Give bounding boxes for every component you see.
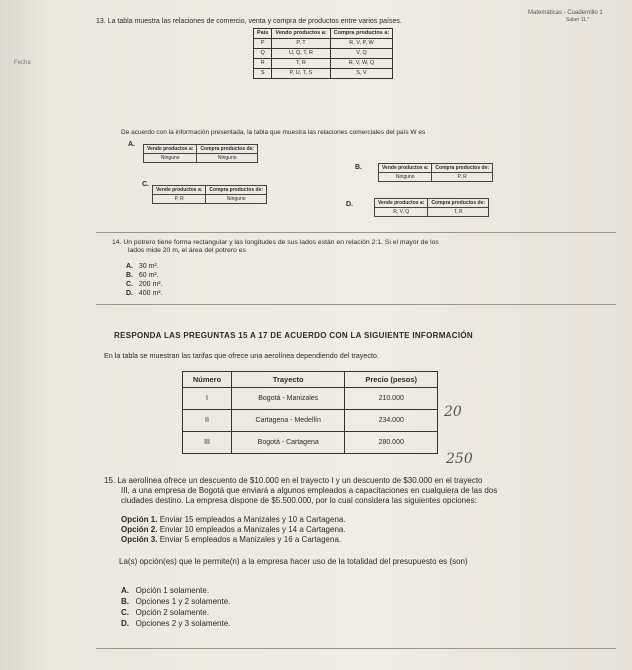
q15-option-d[interactable] (121, 619, 230, 629)
mini-header: Vende productos a: (379, 164, 432, 173)
option-letter: B. (126, 272, 133, 279)
table-row (183, 410, 438, 432)
choice-text: Enviar 15 empleados a Manizales y 10 a Cartagena. (159, 515, 346, 524)
mini-header: Vende productos a: (375, 199, 428, 208)
option-letter: A. (121, 586, 129, 595)
option-text: 200 m². (138, 281, 163, 288)
edition-label: Saber 11.° (566, 17, 590, 23)
option-text: Opciones 1 y 2 solamente. (135, 597, 231, 606)
choice-label: Opción 2. (121, 525, 158, 534)
option-letter: D. (126, 290, 133, 297)
question-13-text: 13. La tabla muestra las relaciones de comercio, venta y compra de productos entre varios países. (96, 18, 402, 25)
question-14-line-1: 14. Un potrero tiene forma rectangular y las longitudes de sus lados están en relación 2:1. Si el mayor de los (112, 239, 439, 246)
q13-option-d-letter[interactable]: D. (346, 201, 353, 208)
table-row (254, 69, 393, 79)
handwritten-note: 20 (444, 404, 462, 420)
mini-cell: Ninguno (197, 154, 258, 163)
option-letter: C. (126, 281, 133, 288)
table-cell: S (254, 69, 272, 79)
q15-choice-1 (121, 515, 346, 525)
question-15-line-1: 15. La aerolínea ofrece un descuento de $10.000 en el trayecto I y un descuento de $30.000 en el trayecto (104, 476, 483, 485)
header-route: Trayecto (232, 372, 345, 388)
mini-header: Vende productos a: (153, 186, 206, 195)
subject-header: Matemáticas - Cuadernillo 1 (528, 10, 603, 16)
option-letter: D. (121, 619, 129, 628)
mini-cell: Ninguno (379, 173, 432, 182)
table-cell: V, Q (330, 49, 393, 59)
table-cell: II (183, 410, 232, 432)
q15-choice-2 (121, 525, 346, 535)
choice-label: Opción 1. (121, 515, 158, 524)
table-cell: 234.000 (345, 410, 438, 432)
option-text: Opción 1 solamente. (135, 586, 210, 595)
mini-header: Compra productos de: (206, 186, 267, 195)
table-cell: R, V, W, Q (330, 59, 393, 69)
question-15-line-3: ciudades destino. La empresa dispone de $5.500.000, por lo cual considera las siguientes opciones: (121, 496, 477, 505)
mini-cell: P, R (432, 173, 493, 182)
table-cell: I (183, 388, 232, 410)
option-letter: C. (121, 608, 129, 617)
table-cell: S, V (330, 69, 393, 79)
table-row (254, 39, 393, 49)
q15-choice-3 (121, 535, 341, 545)
mini-cell: T, R (428, 208, 489, 217)
header-sells-to: Vendo productos a: (272, 29, 330, 39)
q14-option-d[interactable] (126, 289, 163, 298)
table-cell: P, T (272, 39, 330, 49)
q13-option-a-letter[interactable]: A. (128, 141, 135, 148)
q15-option-c[interactable] (121, 608, 209, 618)
question-15-line-2: III, a una empresa de Bogotá que enviará a algunos empleados a capacitaciones en cualquiera de las dos (121, 486, 498, 495)
table-cell: P (254, 39, 272, 49)
header-country: País (254, 29, 272, 39)
q15-option-a[interactable] (121, 586, 209, 596)
table-row (254, 49, 393, 59)
header-price: Precio (pesos) (345, 372, 438, 388)
divider (96, 232, 616, 233)
mini-cell: Ninguno (144, 154, 197, 163)
choice-label: Opción 3. (121, 535, 158, 544)
table-header-row (183, 372, 438, 388)
table-row (183, 388, 438, 410)
q15-option-b[interactable] (121, 597, 230, 607)
option-text: Opciones 2 y 3 solamente. (135, 619, 231, 628)
table-cell: Bogotá - Cartagena (232, 432, 345, 454)
table-cell: Q (254, 49, 272, 59)
choice-text: Enviar 5 empleados a Manizales y 16 a Cartagena. (159, 535, 342, 544)
divider (96, 304, 616, 305)
q13-trade-table (253, 28, 393, 79)
mini-header: Compra productos de: (432, 164, 493, 173)
q13-option-c-letter[interactable]: C. (142, 181, 149, 188)
option-text: Opción 2 solamente. (135, 608, 210, 617)
option-text: 400 m². (138, 290, 163, 297)
divider (96, 648, 616, 649)
fares-table (182, 371, 438, 454)
table-cell: U, Q, T, R (272, 49, 330, 59)
option-letter: B. (121, 597, 129, 606)
q13-option-b-letter[interactable]: B. (355, 164, 362, 171)
table-cell: R (254, 59, 272, 69)
q13-option-b-table[interactable] (378, 163, 493, 182)
question-14-line-2: lados mide 20 m, el área del potrero es (128, 247, 246, 254)
mini-header: Compra productos de: (428, 199, 489, 208)
option-text: 30 m². (138, 263, 159, 270)
mini-header: Vende productos a: (144, 145, 197, 154)
handwritten-note: 250 (446, 451, 473, 467)
table-cell: T, R (272, 59, 330, 69)
table-cell: 210.000 (345, 388, 438, 410)
table-cell: P, U, T, S (272, 69, 330, 79)
table-cell: Cartagena - Medellín (232, 410, 345, 432)
table-row (183, 432, 438, 454)
q13-prompt: De acuerdo con la información presentada, la tabla que muestra las relaciones comerciales del país W es (121, 129, 426, 136)
table-cell: Bogotá - Manizales (232, 388, 345, 410)
table-cell: R, V, P, W (330, 39, 393, 49)
q13-option-a-table[interactable] (143, 144, 258, 163)
header-buys-from: Compra productos a: (330, 29, 393, 39)
q14-option-b[interactable] (126, 271, 159, 280)
q15-prompt: La(s) opción(es) que le permite(n) a la empresa hacer uso de la totalidad del presupuesto es (son) (119, 557, 468, 566)
table-cell: III (183, 432, 232, 454)
choice-text: Enviar 10 empleados a Manizales y 14 a Cartagena. (159, 525, 346, 534)
option-letter: A. (126, 263, 133, 270)
q14-option-a[interactable] (126, 262, 159, 271)
table-cell: 280.000 (345, 432, 438, 454)
option-text: 60 m². (138, 272, 159, 279)
mini-cell: R, V, Q (375, 208, 428, 217)
section-intro: En la tabla se muestran las tarifas que ofrece una aerolínea dependiendo del trayecto. (104, 351, 379, 360)
mini-header: Compra productos de: (197, 145, 258, 154)
q14-option-c[interactable] (126, 280, 163, 289)
header-number: Número (183, 372, 232, 388)
section-heading: RESPONDA LAS PREGUNTAS 15 A 17 DE ACUERDO CON LA SIGUIENTE INFORMACIÓN (114, 331, 473, 340)
mini-cell: P, R (153, 195, 206, 204)
q13-option-d-table[interactable] (374, 198, 489, 217)
table-row (254, 59, 393, 69)
mini-cell: Ninguno (206, 195, 267, 204)
table-header-row (254, 29, 393, 39)
q13-option-c-table[interactable] (152, 185, 267, 204)
margin-label: Fecha (14, 60, 31, 66)
